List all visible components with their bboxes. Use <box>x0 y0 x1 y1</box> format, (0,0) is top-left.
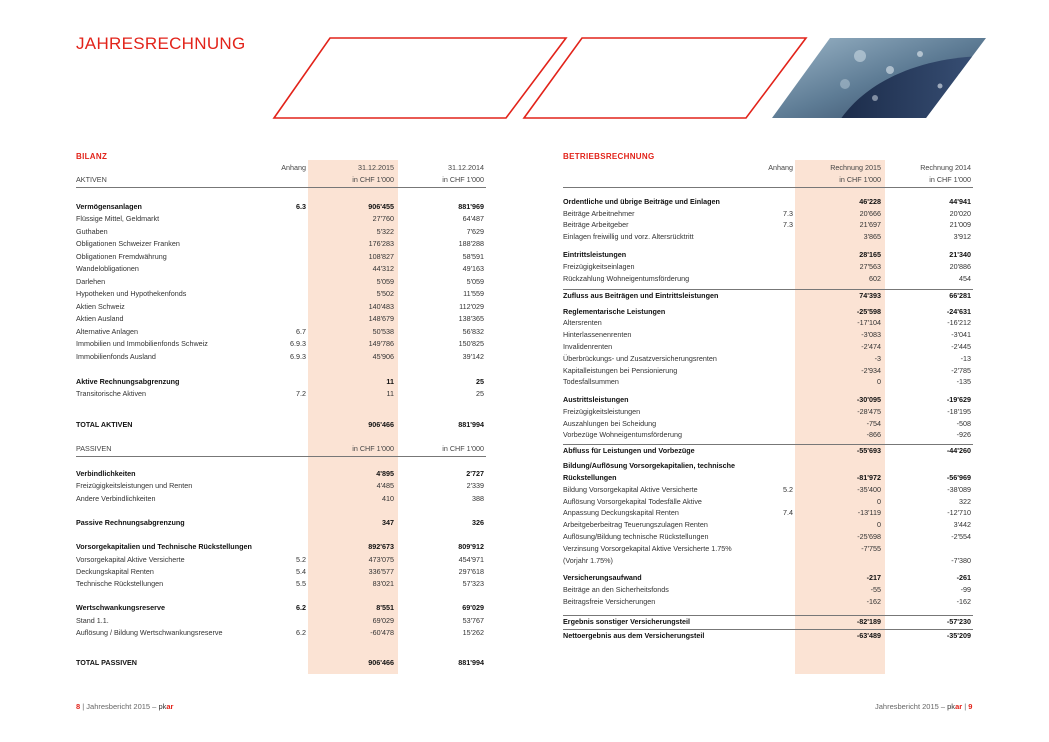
row-value-previous: 454'971 <box>458 554 484 564</box>
row-value-current: 8'551 <box>376 603 394 613</box>
row-value-current: 50'538 <box>372 326 394 336</box>
row-anhang: 5.2 <box>783 484 793 494</box>
section-title-betriebsrechnung: BETRIEBSRECHNUNG <box>563 152 655 161</box>
row-value-current: 5'502 <box>376 289 394 298</box>
row-value-previous: -162 <box>956 596 971 606</box>
row-label: Vorsorgekapital Aktive Versicherte <box>76 554 185 564</box>
row-value-current: -13'119 <box>857 508 881 518</box>
table-row <box>76 338 486 350</box>
row-value-current: -7'755 <box>861 543 881 553</box>
row-label: Bildung Vorsorgekapital Aktive Versicherte <box>563 484 698 494</box>
row-value-previous: 7'629 <box>466 226 484 236</box>
row-label: Arbeitgeberbeitrag Teuerungszulagen Renten <box>563 520 708 530</box>
row-label: Beiträge an den Sicherheitsfonds <box>563 585 669 595</box>
unit2-label: in CHF 1'000 <box>442 175 484 184</box>
row-value-previous: -2'785 <box>951 365 971 375</box>
table-row <box>563 394 973 406</box>
row-value-current: 336'577 <box>368 566 394 576</box>
row-label: Andere Verbindlichkeiten <box>76 493 156 503</box>
row-label: Wandelobligationen <box>76 264 139 273</box>
row-value-current: 28'165 <box>859 249 881 259</box>
row-value-current: 69'029 <box>372 615 394 625</box>
col1-header: Rechnung 2015 <box>830 163 881 172</box>
row-value-previous: -24'631 <box>946 306 971 316</box>
row-label: Austrittsleistungen <box>563 395 629 405</box>
row-value-current: -866 <box>866 430 881 440</box>
row-value-previous: -3'041 <box>951 330 971 340</box>
row-label: Alternative Anlagen <box>76 326 138 336</box>
table-row <box>563 519 973 531</box>
row-value-previous: -38'089 <box>947 484 971 494</box>
table-row <box>563 261 973 273</box>
row-value-current: 3'865 <box>863 232 881 242</box>
table-row <box>563 406 973 418</box>
table-row <box>76 326 486 338</box>
decorative-parallelogram-middle <box>520 36 810 120</box>
section-title-bilanz: BILANZ <box>76 152 108 161</box>
table-row <box>76 627 486 639</box>
table-row <box>563 584 973 596</box>
anhang-header: Anhang <box>768 163 793 172</box>
row-value-current: 46'228 <box>859 196 881 206</box>
row-value-current: 45'906 <box>372 351 394 361</box>
row-value-previous: -13 <box>960 353 971 363</box>
table-row <box>563 208 973 220</box>
row-value-current: 21'697 <box>859 220 881 230</box>
row-anhang: 7.4 <box>783 508 793 518</box>
row-value-previous: 454 <box>959 273 971 283</box>
row-value-current: 0 <box>877 377 881 387</box>
row-value-previous: 25 <box>476 389 484 398</box>
row-value-previous: 69'029 <box>462 603 484 613</box>
table-row <box>563 429 973 441</box>
row-value-previous: 3'442 <box>953 520 971 530</box>
passiven-label: PASSIVEN <box>76 444 112 453</box>
row-value-current: 906'455 <box>368 201 394 211</box>
row-value-previous: 881'994 <box>458 658 484 668</box>
table-row <box>563 376 973 388</box>
row-label: Auflösung/Bildung technische Rückstellungen <box>563 531 709 541</box>
row-label: Technische Rückstellungen <box>76 579 164 588</box>
page-number-left: 8 <box>76 702 81 711</box>
row-value-current: 0 <box>877 520 881 530</box>
footer-right: Jahresbericht 2015 – pkar | 9 <box>875 702 973 711</box>
row-anhang: 5.4 <box>296 566 306 576</box>
row-label: Überbrückungs- und Zusatzversicherungsrenten <box>563 353 717 363</box>
row-value-previous: 25 <box>476 376 484 386</box>
row-value-current: 20'666 <box>859 208 881 218</box>
row-value-previous: -135 <box>956 377 971 387</box>
row-value-current: -28'475 <box>857 406 881 416</box>
row-label: Freizügigkeitsleistungen und Renten <box>76 481 193 491</box>
row-label: Rückstellungen <box>563 472 617 482</box>
passiven-header-row <box>76 443 486 455</box>
row-value-previous: -2'554 <box>951 531 971 541</box>
row-label: Freizügigkeitseinlagen <box>563 261 635 271</box>
row-label: Auszahlungen bei Scheidung <box>563 418 657 428</box>
row-value-previous: 188'288 <box>458 239 484 248</box>
row-value-previous: 58'591 <box>462 251 484 261</box>
row-label: Hypotheken und Hypothekenfonds <box>76 289 187 298</box>
table-row <box>563 630 973 642</box>
row-label: Vermögensanlagen <box>76 201 142 211</box>
row-value-previous: -18'195 <box>947 406 971 416</box>
table-row <box>76 517 486 529</box>
row-label: Darlehen <box>76 276 106 286</box>
row-label: Aktien Ausland <box>76 314 124 323</box>
table-row <box>563 484 973 496</box>
row-value-previous: 881'969 <box>458 201 484 211</box>
row-value-previous: 388 <box>472 493 484 503</box>
header-rule <box>563 187 973 188</box>
col1-header: 31.12.2015 <box>358 163 394 172</box>
row-value-current: -217 <box>866 573 881 583</box>
row-label: Rückzahlung Wohneigentumsförderung <box>563 273 690 283</box>
row-value-previous: 150'825 <box>458 339 484 348</box>
bilanz-panel <box>76 150 486 670</box>
row-value-previous: -7'380 <box>951 555 971 565</box>
table-row <box>563 249 973 261</box>
row-label: Altersrenten <box>563 318 602 328</box>
row-label: Vorbezüge Wohneigentumsförderung <box>563 430 682 440</box>
table-row <box>76 554 486 566</box>
unit1-label: in CHF 1'000 <box>352 175 394 184</box>
row-value-previous: -261 <box>956 573 971 583</box>
table-row <box>563 507 973 519</box>
passiven-header-rule <box>76 456 486 457</box>
row-value-current: 4'485 <box>376 481 394 491</box>
table-row <box>563 555 973 567</box>
row-anhang: 6.3 <box>296 201 306 211</box>
page-number-right: 9 <box>968 702 973 711</box>
table-row <box>76 376 486 388</box>
betriebsrechnung-panel <box>563 150 973 670</box>
table-row <box>76 541 486 553</box>
row-value-previous: -926 <box>956 430 971 440</box>
row-value-current: 5'322 <box>376 226 394 236</box>
rain-umbrella-photo <box>770 36 990 120</box>
table-row <box>563 231 973 243</box>
row-value-current: 176'283 <box>368 239 394 248</box>
row-label: Vorsorgekapitalien und Technische Rückstellungen <box>76 542 252 552</box>
row-anhang: 7.2 <box>296 389 306 398</box>
row-value-previous: 2'727 <box>466 469 484 479</box>
row-value-current: 74'393 <box>859 291 881 301</box>
unit1-label: in CHF 1'000 <box>839 175 881 184</box>
betrieb-unit-row <box>563 174 973 186</box>
row-label: Immobilien und Immobilienfonds Schweiz <box>76 339 208 348</box>
row-value-current: 0 <box>877 496 881 506</box>
row-anhang: 6.2 <box>296 627 306 637</box>
row-label: Wertschwankungsreserve <box>76 603 165 613</box>
row-label: Ergebnis sonstiger Versicherungsteil <box>563 616 691 626</box>
table-row <box>76 351 486 363</box>
row-value-current: 148'679 <box>368 314 394 323</box>
row-label: (Vorjahr 1.75%) <box>563 555 613 565</box>
row-value-previous: 881'994 <box>458 420 484 430</box>
row-value-previous: 39'142 <box>462 351 484 361</box>
row-value-current: 4'895 <box>376 469 394 479</box>
table-row <box>563 273 973 285</box>
table-row <box>76 388 486 400</box>
row-value-current: 149'786 <box>368 339 394 348</box>
row-label: Deckungskapital Renten <box>76 566 154 576</box>
row-value-previous: 57'323 <box>462 579 484 588</box>
row-label: TOTAL AKTIVEN <box>76 420 133 430</box>
bilanz-header-row <box>76 162 486 174</box>
row-label: Beitragsfreie Versicherungen <box>563 596 656 606</box>
row-value-previous: -44'260 <box>946 445 971 455</box>
table-row <box>563 353 973 365</box>
table-row <box>76 480 486 492</box>
row-anhang: 6.7 <box>296 326 306 336</box>
row-label: Verbindlichkeiten <box>76 469 136 479</box>
row-label: Verzinsung Vorsorgekapital Aktive Versicherte 1.75% <box>563 543 732 553</box>
row-anhang: 7.3 <box>783 208 793 218</box>
table-row <box>563 445 973 457</box>
row-label: Anpassung Deckungskapital Renten <box>563 508 679 518</box>
row-value-current: 892'673 <box>368 542 394 552</box>
row-label: Hinterlassenenrenten <box>563 330 632 340</box>
table-row <box>563 365 973 377</box>
row-label: Versicherungsaufwand <box>563 573 642 583</box>
row-anhang: 5.5 <box>296 579 306 588</box>
row-value-current: -2'474 <box>861 341 881 351</box>
table-row <box>76 213 486 225</box>
row-label: Beiträge Arbeitgeber <box>563 220 629 230</box>
table-row <box>76 201 486 213</box>
row-label: Transitorische Aktiven <box>76 389 147 398</box>
table-row <box>563 329 973 341</box>
row-label: Stand 1.1. <box>76 615 109 625</box>
table-row <box>76 238 486 250</box>
row-value-current: -55 <box>870 585 881 595</box>
row-value-previous: 20'020 <box>949 208 971 218</box>
passiven-unit1: in CHF 1'000 <box>352 444 394 453</box>
row-value-current: -60'478 <box>370 627 394 637</box>
row-anhang: 5.2 <box>296 554 306 564</box>
row-value-previous: 809'912 <box>458 542 484 552</box>
page-title: JAHRESRECHNUNG <box>76 34 246 53</box>
row-label: Einlagen freiwillig und vorz. Altersrücktritt <box>563 232 694 242</box>
row-value-current: -25'698 <box>857 531 881 541</box>
table-row <box>76 657 486 669</box>
row-value-previous: 44'941 <box>949 196 971 206</box>
row-label: Nettoergebnis aus dem Versicherungsteil <box>563 631 705 641</box>
row-value-previous: 2'339 <box>466 481 484 491</box>
row-label: Bildung/Auflösung Vorsorgekapitalien, technische <box>563 461 735 471</box>
row-label: Aktive Rechnungsabgrenzung <box>76 376 180 386</box>
row-value-previous: -99 <box>960 585 971 595</box>
row-value-previous: 21'340 <box>949 249 971 259</box>
row-anhang: 6.2 <box>296 603 306 613</box>
row-value-previous: -508 <box>956 418 971 428</box>
unit2-label: in CHF 1'000 <box>929 175 971 184</box>
table-row <box>76 288 486 300</box>
row-value-previous: 5'059 <box>466 276 484 286</box>
table-row <box>563 418 973 430</box>
row-value-previous: 20'886 <box>949 261 971 271</box>
row-value-previous: -35'209 <box>946 631 971 641</box>
row-value-previous: -12'710 <box>947 508 971 518</box>
row-label: Zufluss aus Beiträgen und Eintrittsleistungen <box>563 291 719 301</box>
table-row <box>76 276 486 288</box>
row-value-current: 347 <box>382 518 394 527</box>
row-label: Auflösung Vorsorgekapital Todesfälle Aktive <box>563 496 702 506</box>
table-row <box>563 341 973 353</box>
row-value-current: 140'483 <box>368 301 394 311</box>
row-value-current: 602 <box>869 273 881 283</box>
table-row <box>76 301 486 313</box>
footer-right-text: Jahresbericht 2015 – <box>875 702 946 711</box>
row-label: Passive Rechnungsabgrenzung <box>76 518 185 527</box>
row-value-previous: 11'559 <box>463 289 484 298</box>
row-label: Kapitalleistungen bei Pensionierung <box>563 365 678 375</box>
row-value-current: 906'466 <box>368 658 394 668</box>
row-value-current: 11 <box>386 389 394 398</box>
table-row <box>563 472 973 484</box>
table-row <box>76 263 486 275</box>
table-row <box>563 543 973 555</box>
brand-logo-left: pkar <box>158 702 174 711</box>
row-value-previous: 53'767 <box>462 615 484 625</box>
row-value-previous: 3'912 <box>953 232 971 242</box>
row-value-current: 5'059 <box>376 276 394 286</box>
table-row <box>76 468 486 480</box>
table-row <box>76 566 486 578</box>
row-label: Abfluss für Leistungen und Vorbezüge <box>563 445 695 455</box>
row-label: Freizügigkeitsleistungen <box>563 406 641 416</box>
row-label: Guthaben <box>76 226 108 236</box>
row-value-current: -63'489 <box>856 631 881 641</box>
row-value-previous: -2'445 <box>951 341 971 351</box>
row-label: Beiträge Arbeitnehmer <box>563 208 635 218</box>
aktiven-label: AKTIVEN <box>76 175 107 184</box>
row-value-previous: 15'262 <box>462 627 484 637</box>
row-label: TOTAL PASSIVEN <box>76 658 137 668</box>
table-row <box>563 596 973 608</box>
table-row <box>563 306 973 318</box>
row-value-current: 473'075 <box>368 554 394 564</box>
row-value-current: -25'598 <box>856 306 881 316</box>
row-value-current: 44'312 <box>372 264 394 273</box>
table-row <box>76 226 486 238</box>
table-row <box>563 531 973 543</box>
row-value-current: -3'083 <box>861 330 881 340</box>
table-row <box>563 460 973 472</box>
header-rule <box>76 187 486 188</box>
row-value-current: 83'021 <box>372 579 394 588</box>
row-value-previous: 56'832 <box>462 326 484 336</box>
footer-left-text: Jahresbericht 2015 – <box>86 702 157 711</box>
row-label: Obligationen Fremdwährung <box>76 251 167 261</box>
row-label: Auflösung / Bildung Wertschwankungsreserve <box>76 627 223 637</box>
row-label: Invalidenrenten <box>563 341 613 351</box>
table-row <box>76 419 486 431</box>
row-value-previous: 64'487 <box>462 214 484 223</box>
row-value-previous: -57'230 <box>946 616 971 626</box>
row-value-previous: 322 <box>959 496 971 506</box>
passiven-unit2: in CHF 1'000 <box>442 444 484 453</box>
row-label: Eintrittsleistungen <box>563 249 627 259</box>
row-label: Immobilienfonds Ausland <box>76 351 156 361</box>
row-value-previous: 112'029 <box>459 301 484 311</box>
row-value-current: 108'827 <box>368 251 394 261</box>
betrieb-header-row <box>563 162 973 174</box>
row-anhang: 6.9.3 <box>290 351 306 361</box>
table-row <box>563 290 973 302</box>
row-value-previous: -19'629 <box>946 395 971 405</box>
row-label: Todesfallsummen <box>563 377 619 387</box>
row-value-current: -30'095 <box>856 395 881 405</box>
row-value-previous: 66'281 <box>949 291 971 301</box>
row-value-current: -17'104 <box>857 318 881 328</box>
row-value-previous: 21'009 <box>949 220 971 230</box>
row-label: Obligationen Schweizer Franken <box>76 239 180 248</box>
anhang-header: Anhang <box>281 163 306 172</box>
row-value-current: -754 <box>866 418 881 428</box>
row-label: Aktien Schweiz <box>76 301 125 311</box>
table-row <box>563 317 973 329</box>
row-value-current: 906'466 <box>368 420 394 430</box>
col2-header: Rechnung 2014 <box>920 163 971 172</box>
row-value-current: -35'400 <box>857 484 881 494</box>
col2-header: 31.12.2014 <box>448 163 484 172</box>
row-anhang: 6.9.3 <box>290 339 306 348</box>
row-value-current: 27'760 <box>372 214 394 223</box>
table-row <box>76 313 486 325</box>
row-value-previous: 297'618 <box>458 566 484 576</box>
table-row <box>76 615 486 627</box>
row-value-previous: -56'969 <box>946 472 971 482</box>
row-value-current: -2'934 <box>861 365 881 375</box>
table-row <box>76 493 486 505</box>
row-value-current: -3 <box>874 353 881 363</box>
table-row <box>563 572 973 584</box>
row-value-previous: 326 <box>472 518 484 527</box>
row-value-current: -81'972 <box>856 472 881 482</box>
table-row <box>563 616 973 628</box>
row-value-current: 11 <box>386 376 394 386</box>
row-label: Flüssige Mittel, Geldmarkt <box>76 214 160 223</box>
row-value-current: 410 <box>382 493 394 503</box>
row-anhang: 7.3 <box>783 220 793 230</box>
row-label: Ordentliche und übrige Beiträge und Einlagen <box>563 196 720 206</box>
table-row <box>563 496 973 508</box>
row-value-current: -162 <box>866 596 881 606</box>
row-value-current: -55'693 <box>856 445 881 455</box>
row-value-previous: 49'163 <box>462 264 484 273</box>
row-value-current: 27'563 <box>859 261 881 271</box>
bilanz-aktiven-header-row <box>76 174 486 186</box>
row-value-previous: -16'212 <box>947 318 971 328</box>
table-row <box>76 578 486 590</box>
table-row <box>76 251 486 263</box>
brand-logo-right: pkar <box>947 702 963 711</box>
row-value-previous: 138'365 <box>458 314 484 323</box>
table-row <box>563 196 973 208</box>
table-row <box>563 219 973 231</box>
row-label: Reglementarische Leistungen <box>563 306 666 316</box>
row-value-current: -82'189 <box>856 616 881 626</box>
footer-left: 8 | Jahresbericht 2015 – pkar <box>76 702 174 711</box>
table-row <box>76 602 486 614</box>
